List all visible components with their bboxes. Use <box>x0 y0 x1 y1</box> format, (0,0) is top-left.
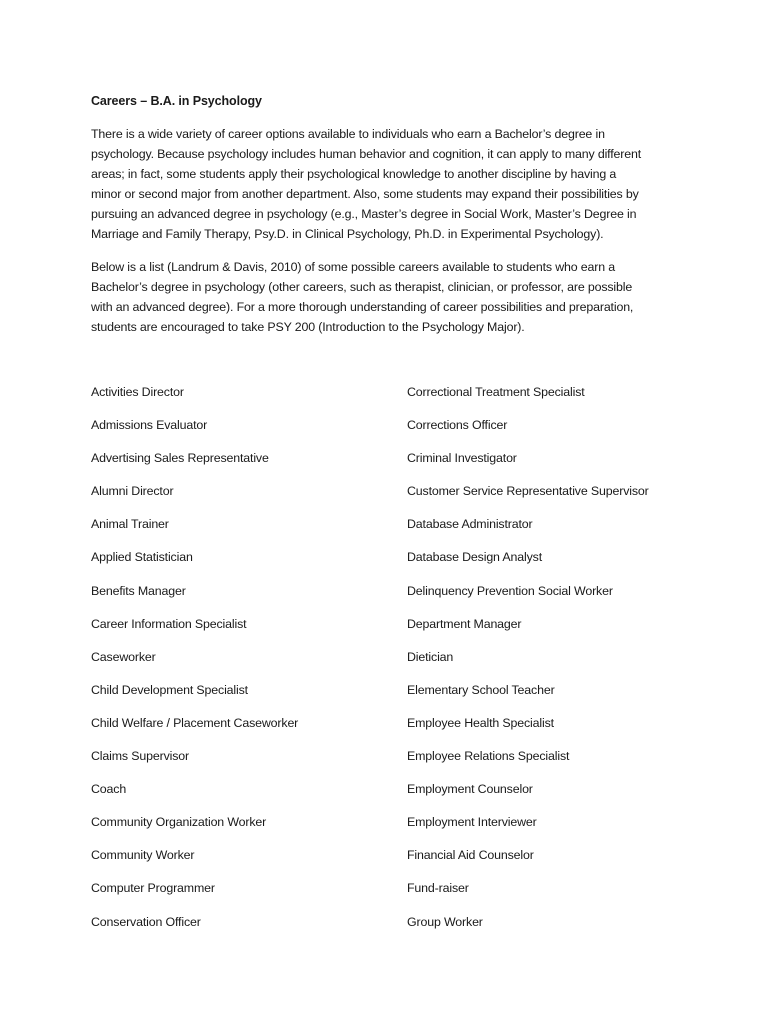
paragraph-line: minor or second major from another department. Also, some students may expand their possibilities by <box>91 187 639 202</box>
career-item: Career Information Specialist <box>91 616 247 631</box>
career-item: Claims Supervisor <box>91 749 189 764</box>
career-item: Database Design Analyst <box>407 550 542 565</box>
paragraph-line: Below is a list (Landrum & Davis, 2010) of some possible careers available to students who earn a <box>91 260 616 274</box>
career-item: Child Welfare / Placement Caseworker <box>91 715 299 730</box>
intro-paragraph <box>91 124 691 245</box>
career-item: Computer Programmer <box>91 881 215 896</box>
paragraph-line: with an advanced degree). For a more thorough understanding of career possibilities and preparation, <box>91 300 634 315</box>
paragraph-line: students are encouraged to take PSY 200 (Introduction to the Psychology Major). <box>91 320 525 335</box>
paragraph-line: Bachelor’s degree in psychology (other careers, such as therapist, clinician, or professor, are possible <box>91 280 633 295</box>
career-item: Fund-raiser <box>407 881 469 896</box>
career-item: Financial Aid Counselor <box>407 848 534 863</box>
career-item: Elementary School Teacher <box>407 682 555 697</box>
career-item: Admissions Evaluator <box>91 418 208 433</box>
career-item: Delinquency Prevention Social Worker <box>407 583 613 598</box>
career-item: Criminal Investigator <box>407 451 517 466</box>
careers-intro-paragraph <box>91 257 691 337</box>
career-item: Department Manager <box>407 616 522 631</box>
career-item: Benefits Manager <box>91 583 186 598</box>
career-item: Alumni Director <box>91 484 174 499</box>
paragraph-line: pursuing an advanced degree in psychology (e.g., Master’s degree in Social Work, Master’s Degree in <box>91 207 637 222</box>
career-item: Applied Statistician <box>91 550 193 565</box>
career-item: Community Worker <box>91 848 195 863</box>
career-item: Customer Service Representative Supervisor <box>407 484 649 499</box>
career-item: Coach <box>91 782 127 797</box>
career-item: Employee Health Specialist <box>407 715 554 730</box>
career-item: Group Worker <box>407 914 483 929</box>
paragraph-line: areas; in fact, some students apply their psychological knowledge to another discipline by having a <box>91 167 617 182</box>
career-item: Employment Counselor <box>407 782 533 797</box>
paragraph-line: Marriage and Family Therapy, Psy.D. in Clinical Psychology, Ph.D. in Experimental Psychology). <box>91 227 604 242</box>
career-item: Database Administrator <box>407 517 533 532</box>
career-item: Child Development Specialist <box>91 682 248 697</box>
career-item: Animal Trainer <box>91 517 169 532</box>
career-item: Corrections Officer <box>407 418 508 433</box>
career-item: Advertising Sales Representative <box>91 451 269 466</box>
paragraph-line: psychology. Because psychology includes human behavior and cognition, it can apply to many different <box>91 147 642 162</box>
career-item: Dietician <box>407 649 454 664</box>
career-item: Employment Interviewer <box>407 815 537 830</box>
career-item: Correctional Treatment Specialist <box>407 385 585 399</box>
career-item: Activities Director <box>91 385 184 399</box>
paragraph-line: There is a wide variety of career options available to individuals who earn a Bachelor’s degree in <box>91 127 605 141</box>
career-item: Conservation Officer <box>91 914 201 929</box>
career-item: Employee Relations Specialist <box>407 749 570 764</box>
career-list-right-column <box>407 384 649 947</box>
career-item: Caseworker <box>91 649 156 664</box>
career-item: Community Organization Worker <box>91 815 267 830</box>
career-list-left-column <box>91 384 298 947</box>
document-title: Careers – B.A. in Psychology <box>91 94 262 108</box>
